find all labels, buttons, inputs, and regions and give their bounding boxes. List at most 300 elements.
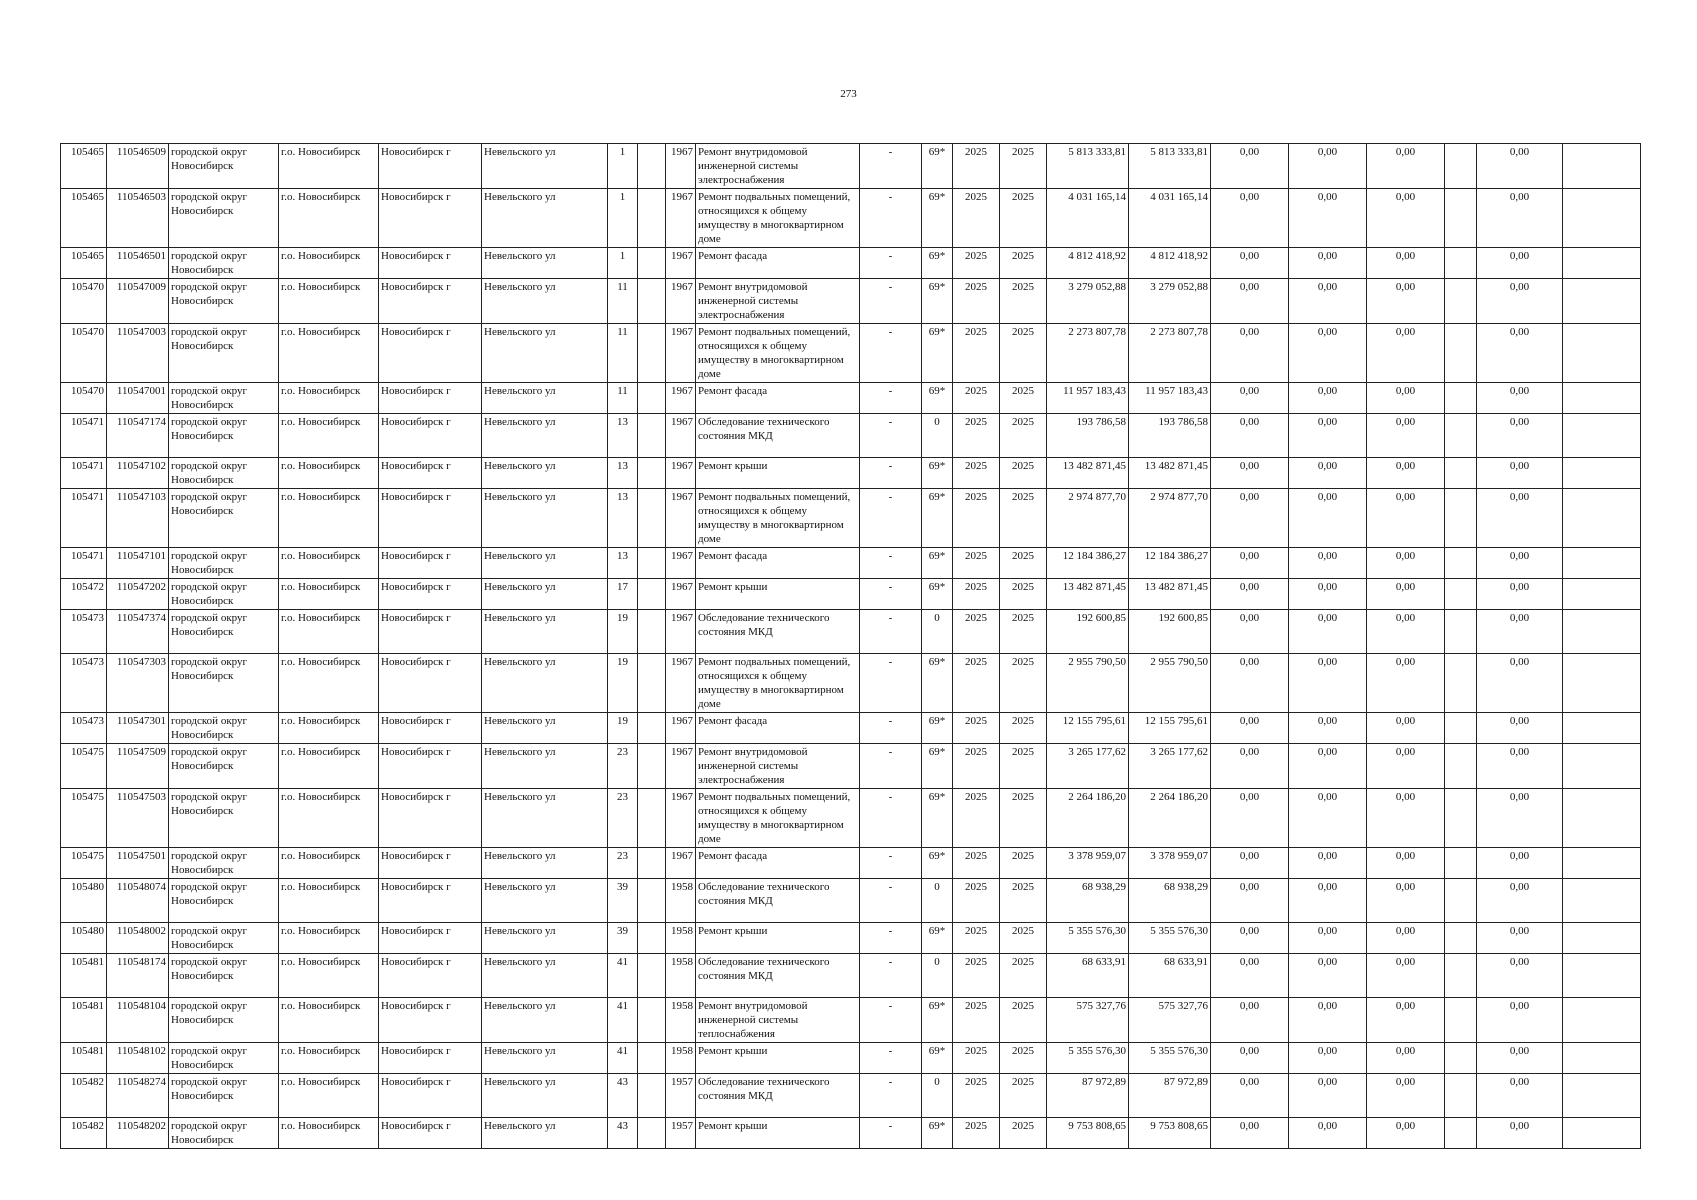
value-1-cell: 0,00 (1211, 848, 1289, 879)
built-year-cell: 1957 (666, 1074, 696, 1118)
work-code-cell: 110546503 (107, 189, 169, 248)
plan-year-start-cell: 2025 (953, 324, 1000, 383)
value-4-cell: 0,00 (1477, 848, 1563, 879)
last-cell (1563, 548, 1641, 579)
value-4-cell: 0,00 (1477, 744, 1563, 789)
last-cell (1563, 654, 1641, 713)
municipality-cell: городской округ Новосибирск (169, 610, 279, 654)
wear-cell: 69* (922, 1118, 953, 1149)
value-1-cell: 0,00 (1211, 654, 1289, 713)
street-cell: Невельского ул (482, 1043, 608, 1074)
built-year-cell: 1967 (666, 610, 696, 654)
plan-year-end-cell: 2025 (1000, 1118, 1047, 1149)
value-2-cell: 0,00 (1289, 458, 1367, 489)
urban-district-cell: г.о. Новосибирск (279, 879, 379, 923)
building-cell (638, 1118, 666, 1149)
city-cell: Новосибирск г (379, 1118, 482, 1149)
house-number-cell: 11 (608, 279, 638, 324)
house-number-cell: 41 (608, 1043, 638, 1074)
work-type-cell: Ремонт крыши (696, 1043, 860, 1074)
house-number-cell: 1 (608, 248, 638, 279)
built-year-cell: 1967 (666, 579, 696, 610)
street-cell: Невельского ул (482, 1074, 608, 1118)
table-row (61, 848, 1641, 879)
street-cell: Невельского ул (482, 414, 608, 458)
value-3-cell: 0,00 (1367, 879, 1445, 923)
house-number-cell: 1 (608, 144, 638, 189)
city-cell: Новосибирск г (379, 324, 482, 383)
table-row (61, 324, 1641, 383)
value-1-cell: 0,00 (1211, 1043, 1289, 1074)
work-type-cell: Обследование технического состояния МКД (696, 414, 860, 458)
built-year-cell: 1967 (666, 789, 696, 848)
object-id-cell: 105471 (61, 548, 107, 579)
city-cell: Новосибирск г (379, 489, 482, 548)
building-cell (638, 579, 666, 610)
urban-district-cell: г.о. Новосибирск (279, 548, 379, 579)
table-row (61, 610, 1641, 654)
wear-cell: 69* (922, 1043, 953, 1074)
fund-cost-cell: 68 938,29 (1129, 879, 1211, 923)
street-cell: Невельского ул (482, 744, 608, 789)
work-type-cell: Обследование технического состояния МКД (696, 879, 860, 923)
dash-cell: - (860, 458, 922, 489)
value-1-cell: 0,00 (1211, 998, 1289, 1043)
built-year-cell: 1967 (666, 414, 696, 458)
city-cell: Новосибирск г (379, 954, 482, 998)
urban-district-cell: г.о. Новосибирск (279, 458, 379, 489)
total-cost-cell: 68 633,91 (1047, 954, 1129, 998)
work-code-cell: 110547103 (107, 489, 169, 548)
house-number-cell: 39 (608, 879, 638, 923)
urban-district-cell: г.о. Новосибирск (279, 654, 379, 713)
wear-cell: 69* (922, 383, 953, 414)
blank-cell (1445, 879, 1477, 923)
urban-district-cell: г.о. Новосибирск (279, 744, 379, 789)
municipality-cell: городской округ Новосибирск (169, 848, 279, 879)
plan-year-start-cell: 2025 (953, 954, 1000, 998)
municipality-cell: городской округ Новосибирск (169, 548, 279, 579)
municipality-cell: городской округ Новосибирск (169, 1043, 279, 1074)
value-3-cell: 0,00 (1367, 848, 1445, 879)
object-id-cell: 105482 (61, 1118, 107, 1149)
fund-cost-cell: 193 786,58 (1129, 414, 1211, 458)
dash-cell: - (860, 383, 922, 414)
value-4-cell: 0,00 (1477, 789, 1563, 848)
value-3-cell: 0,00 (1367, 548, 1445, 579)
city-cell: Новосибирск г (379, 1074, 482, 1118)
fund-cost-cell: 68 633,91 (1129, 954, 1211, 998)
value-4-cell: 0,00 (1477, 579, 1563, 610)
work-code-cell: 110547303 (107, 654, 169, 713)
plan-year-end-cell: 2025 (1000, 1074, 1047, 1118)
total-cost-cell: 5 355 576,30 (1047, 1043, 1129, 1074)
plan-year-start-cell: 2025 (953, 998, 1000, 1043)
plan-year-start-cell: 2025 (953, 579, 1000, 610)
total-cost-cell: 13 482 871,45 (1047, 579, 1129, 610)
value-2-cell: 0,00 (1289, 383, 1367, 414)
table-row (61, 713, 1641, 744)
building-cell (638, 414, 666, 458)
urban-district-cell: г.о. Новосибирск (279, 848, 379, 879)
plan-year-end-cell: 2025 (1000, 789, 1047, 848)
table-row (61, 189, 1641, 248)
last-cell (1563, 458, 1641, 489)
object-id-cell: 105473 (61, 610, 107, 654)
value-2-cell: 0,00 (1289, 713, 1367, 744)
wear-cell: 69* (922, 654, 953, 713)
street-cell: Невельского ул (482, 848, 608, 879)
blank-cell (1445, 548, 1477, 579)
last-cell (1563, 489, 1641, 548)
total-cost-cell: 87 972,89 (1047, 1074, 1129, 1118)
plan-year-start-cell: 2025 (953, 654, 1000, 713)
wear-cell: 69* (922, 998, 953, 1043)
work-type-cell: Ремонт внутридомовой инженерной системы электроснабжения (696, 279, 860, 324)
value-1-cell: 0,00 (1211, 489, 1289, 548)
work-type-cell: Ремонт внутридомовой инженерной системы электроснабжения (696, 744, 860, 789)
house-number-cell: 11 (608, 383, 638, 414)
last-cell (1563, 848, 1641, 879)
repair-program-table (60, 143, 1641, 1149)
value-3-cell: 0,00 (1367, 954, 1445, 998)
value-1-cell: 0,00 (1211, 954, 1289, 998)
plan-year-start-cell: 2025 (953, 848, 1000, 879)
dash-cell: - (860, 923, 922, 954)
built-year-cell: 1967 (666, 489, 696, 548)
plan-year-start-cell: 2025 (953, 610, 1000, 654)
blank-cell (1445, 579, 1477, 610)
city-cell: Новосибирск г (379, 279, 482, 324)
fund-cost-cell: 4 031 165,14 (1129, 189, 1211, 248)
last-cell (1563, 324, 1641, 383)
street-cell: Невельского ул (482, 713, 608, 744)
dash-cell: - (860, 744, 922, 789)
work-code-cell: 110547003 (107, 324, 169, 383)
blank-cell (1445, 654, 1477, 713)
house-number-cell: 19 (608, 610, 638, 654)
value-3-cell: 0,00 (1367, 923, 1445, 954)
value-3-cell: 0,00 (1367, 489, 1445, 548)
object-id-cell: 105470 (61, 383, 107, 414)
work-code-cell: 110548102 (107, 1043, 169, 1074)
city-cell: Новосибирск г (379, 548, 482, 579)
wear-cell: 69* (922, 189, 953, 248)
plan-year-end-cell: 2025 (1000, 610, 1047, 654)
house-number-cell: 13 (608, 414, 638, 458)
work-type-cell: Ремонт фасада (696, 383, 860, 414)
wear-cell: 0 (922, 414, 953, 458)
last-cell (1563, 610, 1641, 654)
value-4-cell: 0,00 (1477, 610, 1563, 654)
building-cell (638, 1074, 666, 1118)
building-cell (638, 458, 666, 489)
total-cost-cell: 5 355 576,30 (1047, 923, 1129, 954)
city-cell: Новосибирск г (379, 998, 482, 1043)
value-4-cell: 0,00 (1477, 998, 1563, 1043)
table-row (61, 954, 1641, 998)
value-1-cell: 0,00 (1211, 879, 1289, 923)
object-id-cell: 105480 (61, 879, 107, 923)
wear-cell: 69* (922, 713, 953, 744)
work-code-cell: 110548202 (107, 1118, 169, 1149)
total-cost-cell: 3 378 959,07 (1047, 848, 1129, 879)
plan-year-start-cell: 2025 (953, 189, 1000, 248)
value-1-cell: 0,00 (1211, 144, 1289, 189)
last-cell (1563, 248, 1641, 279)
value-2-cell: 0,00 (1289, 1118, 1367, 1149)
built-year-cell: 1958 (666, 879, 696, 923)
plan-year-start-cell: 2025 (953, 548, 1000, 579)
fund-cost-cell: 5 355 576,30 (1129, 923, 1211, 954)
table-row (61, 998, 1641, 1043)
wear-cell: 69* (922, 144, 953, 189)
municipality-cell: городской округ Новосибирск (169, 324, 279, 383)
value-1-cell: 0,00 (1211, 923, 1289, 954)
street-cell: Невельского ул (482, 144, 608, 189)
dash-cell: - (860, 489, 922, 548)
work-type-cell: Ремонт подвальных помещений, относящихся к общему имуществу в многоквартирном доме (696, 654, 860, 713)
work-code-cell: 110547509 (107, 744, 169, 789)
dash-cell: - (860, 579, 922, 610)
object-id-cell: 105475 (61, 848, 107, 879)
work-type-cell: Ремонт крыши (696, 458, 860, 489)
municipality-cell: городской округ Новосибирск (169, 998, 279, 1043)
blank-cell (1445, 923, 1477, 954)
building-cell (638, 144, 666, 189)
wear-cell: 69* (922, 489, 953, 548)
building-cell (638, 1043, 666, 1074)
house-number-cell: 39 (608, 923, 638, 954)
municipality-cell: городской округ Новосибирск (169, 489, 279, 548)
value-2-cell: 0,00 (1289, 998, 1367, 1043)
municipality-cell: городской округ Новосибирск (169, 789, 279, 848)
wear-cell: 69* (922, 548, 953, 579)
built-year-cell: 1967 (666, 713, 696, 744)
street-cell: Невельского ул (482, 458, 608, 489)
value-2-cell: 0,00 (1289, 548, 1367, 579)
value-3-cell: 0,00 (1367, 189, 1445, 248)
street-cell: Невельского ул (482, 654, 608, 713)
object-id-cell: 105471 (61, 414, 107, 458)
blank-cell (1445, 789, 1477, 848)
plan-year-end-cell: 2025 (1000, 744, 1047, 789)
value-4-cell: 0,00 (1477, 713, 1563, 744)
plan-year-start-cell: 2025 (953, 279, 1000, 324)
urban-district-cell: г.о. Новосибирск (279, 383, 379, 414)
object-id-cell: 105472 (61, 579, 107, 610)
building-cell (638, 744, 666, 789)
work-type-cell: Ремонт фасада (696, 248, 860, 279)
value-4-cell: 0,00 (1477, 414, 1563, 458)
value-3-cell: 0,00 (1367, 383, 1445, 414)
object-id-cell: 105473 (61, 654, 107, 713)
building-cell (638, 548, 666, 579)
fund-cost-cell: 4 812 418,92 (1129, 248, 1211, 279)
dash-cell: - (860, 1118, 922, 1149)
value-1-cell: 0,00 (1211, 548, 1289, 579)
value-3-cell: 0,00 (1367, 1043, 1445, 1074)
municipality-cell: городской округ Новосибирск (169, 383, 279, 414)
value-2-cell: 0,00 (1289, 1043, 1367, 1074)
value-3-cell: 0,00 (1367, 998, 1445, 1043)
table-row (61, 279, 1641, 324)
value-2-cell: 0,00 (1289, 414, 1367, 458)
value-1-cell: 0,00 (1211, 1074, 1289, 1118)
work-code-cell: 110547301 (107, 713, 169, 744)
total-cost-cell: 3 279 052,88 (1047, 279, 1129, 324)
blank-cell (1445, 458, 1477, 489)
dash-cell: - (860, 789, 922, 848)
work-code-cell: 110547174 (107, 414, 169, 458)
street-cell: Невельского ул (482, 489, 608, 548)
last-cell (1563, 1043, 1641, 1074)
building-cell (638, 954, 666, 998)
work-type-cell: Ремонт внутридомовой инженерной системы электроснабжения (696, 144, 860, 189)
total-cost-cell: 13 482 871,45 (1047, 458, 1129, 489)
municipality-cell: городской округ Новосибирск (169, 923, 279, 954)
dash-cell: - (860, 610, 922, 654)
dash-cell: - (860, 324, 922, 383)
plan-year-start-cell: 2025 (953, 923, 1000, 954)
value-4-cell: 0,00 (1477, 879, 1563, 923)
value-1-cell: 0,00 (1211, 579, 1289, 610)
dash-cell: - (860, 189, 922, 248)
fund-cost-cell: 87 972,89 (1129, 1074, 1211, 1118)
fund-cost-cell: 13 482 871,45 (1129, 579, 1211, 610)
dash-cell: - (860, 414, 922, 458)
value-2-cell: 0,00 (1289, 324, 1367, 383)
table-body (61, 144, 1641, 1149)
object-id-cell: 105480 (61, 923, 107, 954)
value-4-cell: 0,00 (1477, 189, 1563, 248)
plan-year-end-cell: 2025 (1000, 879, 1047, 923)
built-year-cell: 1957 (666, 1118, 696, 1149)
object-id-cell: 105471 (61, 458, 107, 489)
value-3-cell: 0,00 (1367, 1118, 1445, 1149)
urban-district-cell: г.о. Новосибирск (279, 713, 379, 744)
table-row (61, 789, 1641, 848)
wear-cell: 69* (922, 848, 953, 879)
work-type-cell: Ремонт подвальных помещений, относящихся к общему имуществу в многоквартирном доме (696, 789, 860, 848)
wear-cell: 0 (922, 1074, 953, 1118)
plan-year-end-cell: 2025 (1000, 144, 1047, 189)
blank-cell (1445, 1118, 1477, 1149)
house-number-cell: 23 (608, 789, 638, 848)
building-cell (638, 279, 666, 324)
building-cell (638, 879, 666, 923)
last-cell (1563, 144, 1641, 189)
value-4-cell: 0,00 (1477, 458, 1563, 489)
built-year-cell: 1958 (666, 1043, 696, 1074)
street-cell: Невельского ул (482, 279, 608, 324)
dash-cell: - (860, 848, 922, 879)
total-cost-cell: 575 327,76 (1047, 998, 1129, 1043)
building-cell (638, 848, 666, 879)
fund-cost-cell: 2 974 877,70 (1129, 489, 1211, 548)
blank-cell (1445, 848, 1477, 879)
work-code-cell: 110546501 (107, 248, 169, 279)
building-cell (638, 189, 666, 248)
street-cell: Невельского ул (482, 998, 608, 1043)
work-code-cell: 110548074 (107, 879, 169, 923)
city-cell: Новосибирск г (379, 414, 482, 458)
fund-cost-cell: 5 355 576,30 (1129, 1043, 1211, 1074)
plan-year-start-cell: 2025 (953, 144, 1000, 189)
last-cell (1563, 879, 1641, 923)
table-row (61, 383, 1641, 414)
value-4-cell: 0,00 (1477, 954, 1563, 998)
table-row (61, 414, 1641, 458)
plan-year-end-cell: 2025 (1000, 998, 1047, 1043)
building-cell (638, 383, 666, 414)
work-type-cell: Ремонт фасада (696, 548, 860, 579)
total-cost-cell: 3 265 177,62 (1047, 744, 1129, 789)
plan-year-start-cell: 2025 (953, 1043, 1000, 1074)
dash-cell: - (860, 144, 922, 189)
blank-cell (1445, 489, 1477, 548)
value-2-cell: 0,00 (1289, 879, 1367, 923)
value-4-cell: 0,00 (1477, 654, 1563, 713)
city-cell: Новосибирск г (379, 189, 482, 248)
urban-district-cell: г.о. Новосибирск (279, 189, 379, 248)
last-cell (1563, 383, 1641, 414)
work-type-cell: Ремонт крыши (696, 1118, 860, 1149)
value-2-cell: 0,00 (1289, 789, 1367, 848)
wear-cell: 69* (922, 579, 953, 610)
value-4-cell: 0,00 (1477, 1043, 1563, 1074)
house-number-cell: 23 (608, 848, 638, 879)
work-type-cell: Ремонт крыши (696, 923, 860, 954)
built-year-cell: 1967 (666, 383, 696, 414)
city-cell: Новосибирск г (379, 713, 482, 744)
work-type-cell: Обследование технического состояния МКД (696, 610, 860, 654)
value-3-cell: 0,00 (1367, 279, 1445, 324)
value-2-cell: 0,00 (1289, 654, 1367, 713)
urban-district-cell: г.о. Новосибирск (279, 1118, 379, 1149)
municipality-cell: городской округ Новосибирск (169, 248, 279, 279)
last-cell (1563, 954, 1641, 998)
house-number-cell: 19 (608, 654, 638, 713)
value-1-cell: 0,00 (1211, 789, 1289, 848)
total-cost-cell: 12 155 795,61 (1047, 713, 1129, 744)
value-1-cell: 0,00 (1211, 279, 1289, 324)
object-id-cell: 105482 (61, 1074, 107, 1118)
city-cell: Новосибирск г (379, 654, 482, 713)
work-code-cell: 110547501 (107, 848, 169, 879)
plan-year-end-cell: 2025 (1000, 848, 1047, 879)
object-id-cell: 105465 (61, 248, 107, 279)
fund-cost-cell: 192 600,85 (1129, 610, 1211, 654)
built-year-cell: 1967 (666, 458, 696, 489)
value-2-cell: 0,00 (1289, 248, 1367, 279)
building-cell (638, 324, 666, 383)
fund-cost-cell: 12 155 795,61 (1129, 713, 1211, 744)
value-1-cell: 0,00 (1211, 414, 1289, 458)
value-4-cell: 0,00 (1477, 923, 1563, 954)
value-1-cell: 0,00 (1211, 189, 1289, 248)
plan-year-start-cell: 2025 (953, 744, 1000, 789)
fund-cost-cell: 575 327,76 (1129, 998, 1211, 1043)
work-type-cell: Ремонт фасада (696, 848, 860, 879)
dash-cell: - (860, 1043, 922, 1074)
object-id-cell: 105481 (61, 954, 107, 998)
urban-district-cell: г.о. Новосибирск (279, 1043, 379, 1074)
value-2-cell: 0,00 (1289, 144, 1367, 189)
blank-cell (1445, 383, 1477, 414)
value-3-cell: 0,00 (1367, 414, 1445, 458)
building-cell (638, 610, 666, 654)
